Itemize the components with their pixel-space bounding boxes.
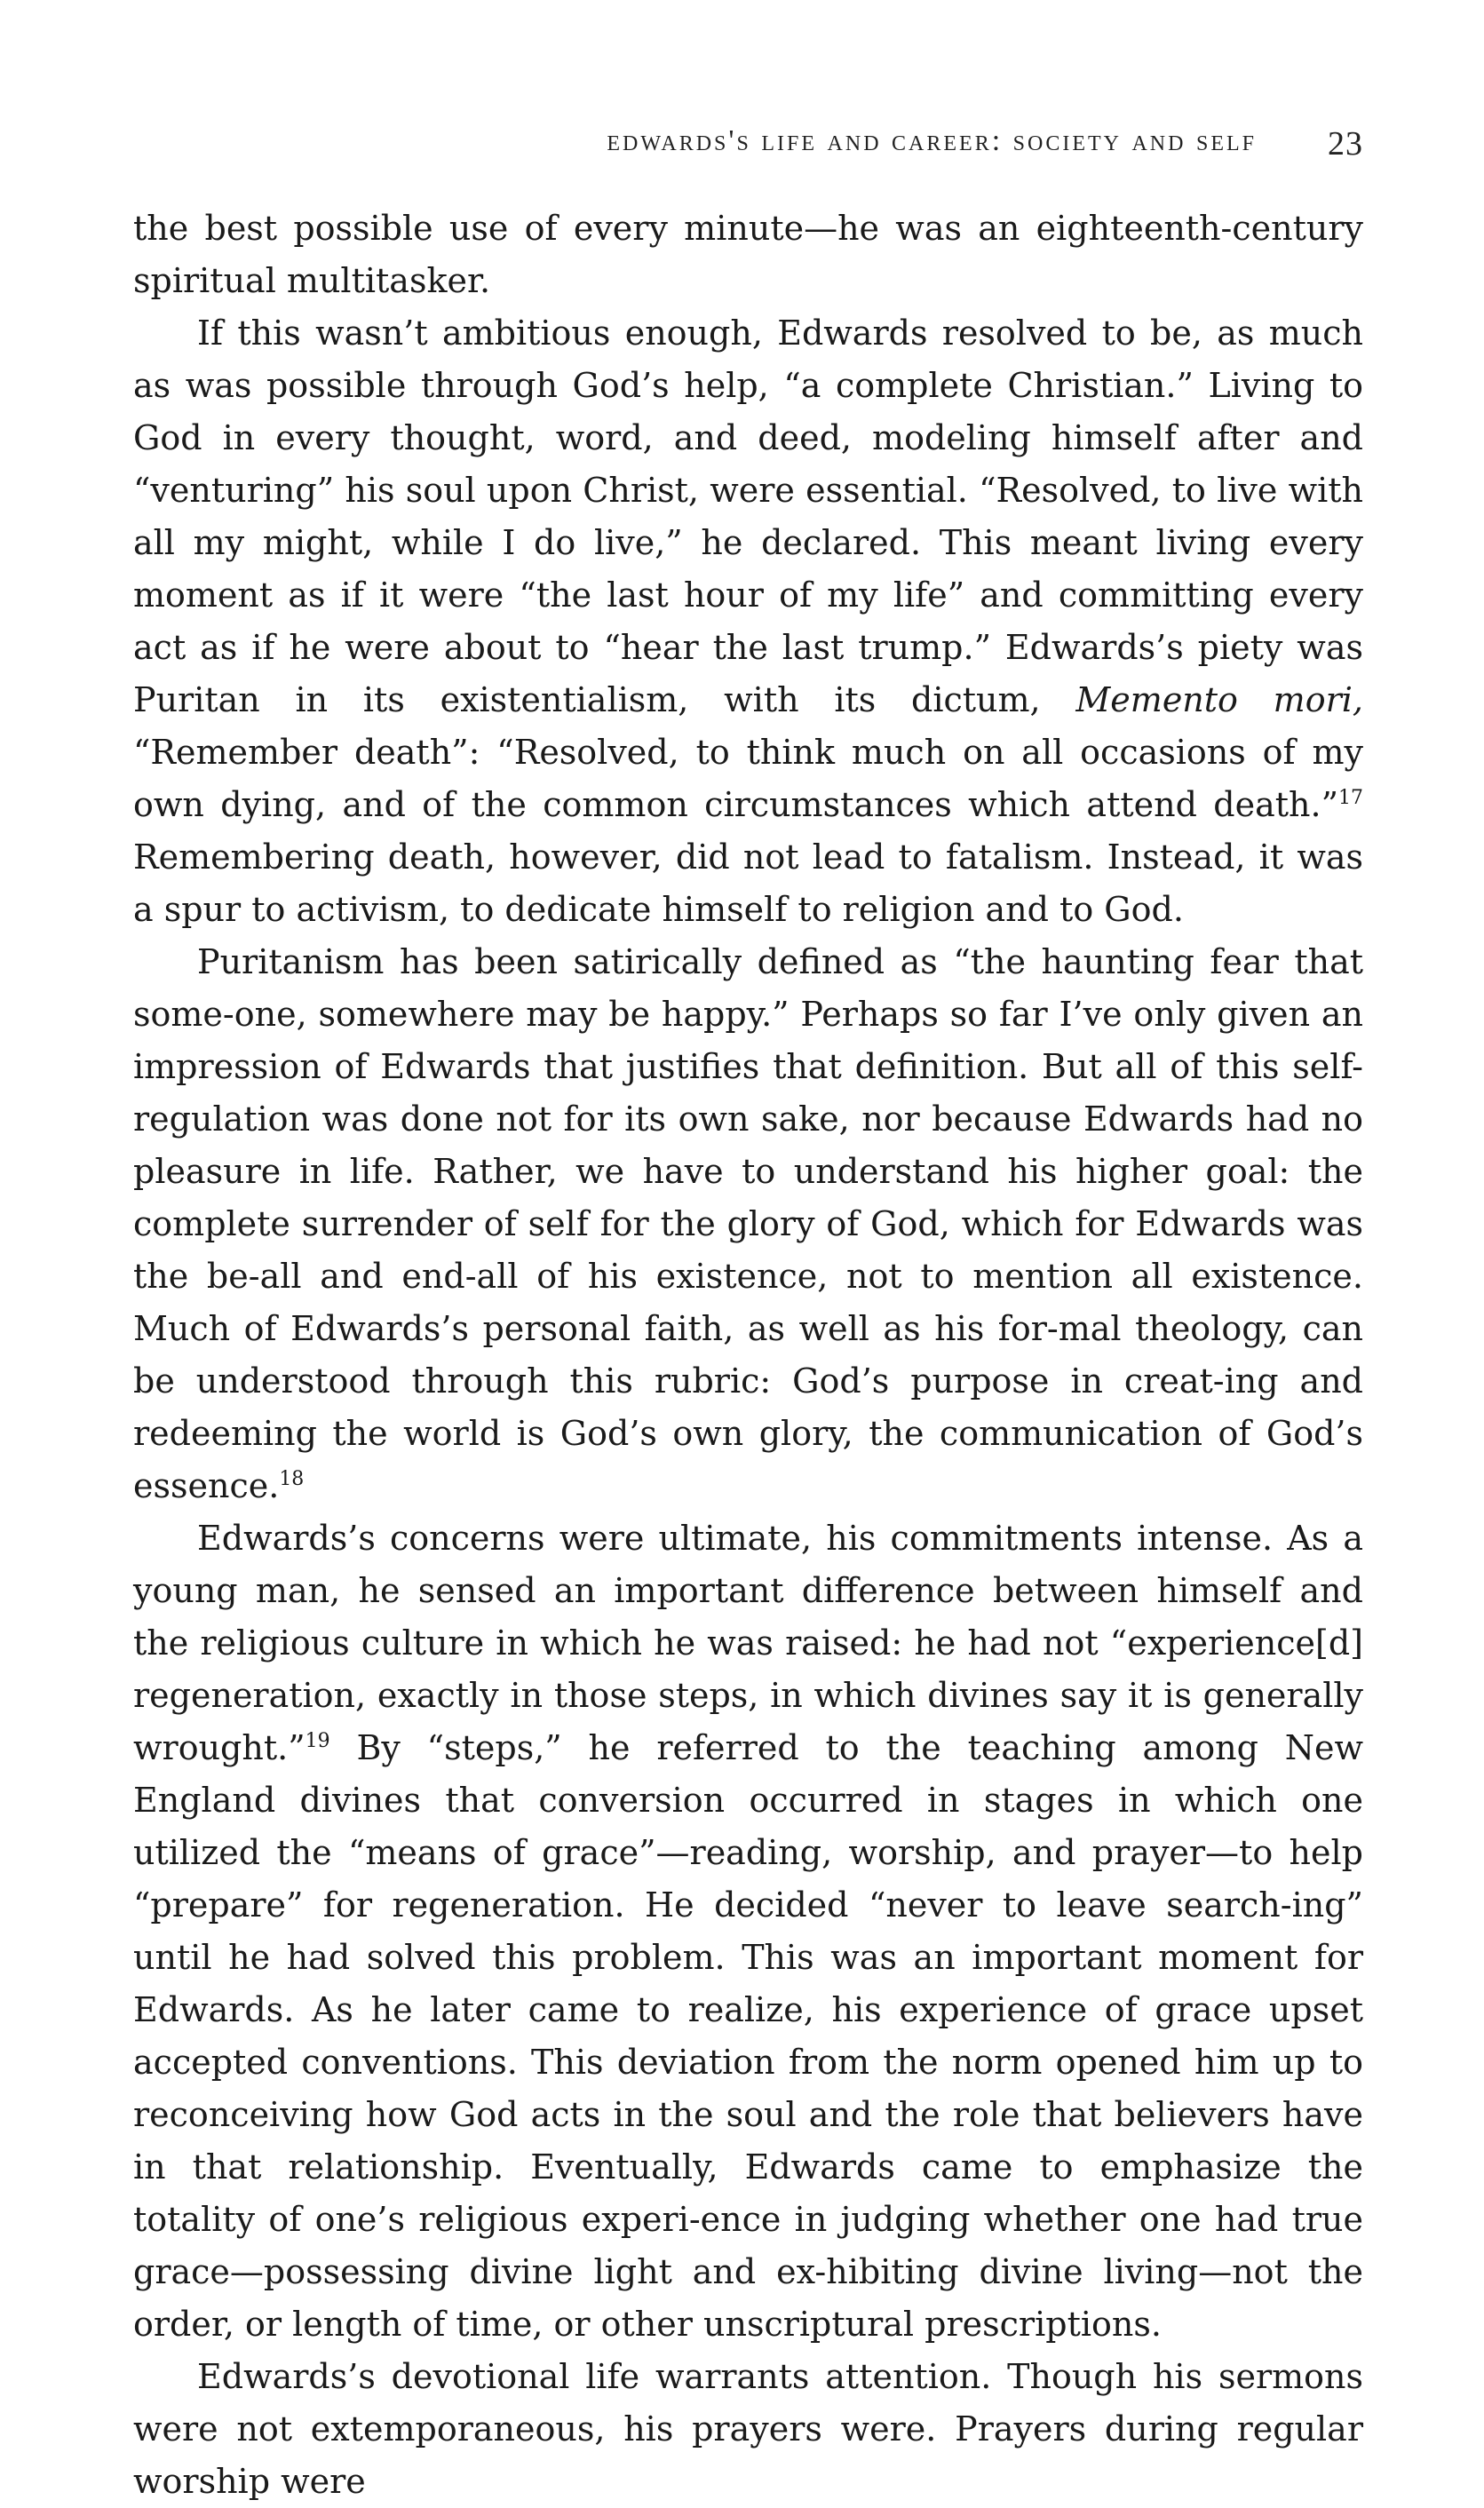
page-number: 23 xyxy=(1328,125,1363,163)
paragraph-2-tail: Remembering death, however, did not lead to fatalism. Instead, it was a spur to activism, to dedicate himself to religion and to God. xyxy=(133,837,1363,929)
body-text xyxy=(133,202,1363,2508)
footnote-ref-18: 18 xyxy=(279,1468,305,1490)
latin-phrase: Memento mori, xyxy=(1075,680,1363,719)
footnote-ref-19: 19 xyxy=(305,1730,330,1752)
running-head xyxy=(133,124,1363,169)
running-head-title: edwards's life and career: society and self xyxy=(607,124,1257,157)
paragraph-1 xyxy=(133,202,1363,307)
footnote-ref-17: 17 xyxy=(1338,787,1363,809)
paragraph-5-text: Edwards’s devotional life warrants attention. Though his sermons were not extemporaneous, his prayers were. Prayers during regular worship were xyxy=(133,2357,1363,2501)
paragraph-1-text: the best possible use of every minute—he was an eighteenth-century spiritual multitasker. xyxy=(133,209,1363,300)
paragraph-2-continued: “Remember death”: “Resolved, to think much on all occasions of my own dying, and of the common circumstances which attend death.” xyxy=(133,733,1363,824)
paragraph-3 xyxy=(133,936,1363,1512)
paragraph-4-tail: By “steps,” he referred to the teaching among New England divines that conversion occurred in stages in which one utilized the “means of grace”—reading, worship, and prayer—to help “prepare” for regeneration. He decided “never to leave search-ing” until he had solved this problem. This was an important moment for Edwards. As he later came to realize, his experience of grace upset accepted conventions. This deviation from the norm opened him up to reconceiving how God acts in the soul and the role that believers have in that relationship. Eventually, Edwards came to emphasize the totality of one’s religious experi-ence in judging whether one had true grace—possessing divine light and ex-hibiting divine living—not the order, or length of time, or other unscriptural prescriptions. xyxy=(133,1728,1363,2344)
paragraph-2-text: If this wasn’t ambitious enough, Edwards resolved to be, as much as was possible through God’s help, “a complete Christian.” Living to God in every thought, word, and deed, modeling himself after and “venturing” his soul upon Christ, were essential. “Resolved, to live with all my might, while I do live,” he declared. This meant living every moment as if it were “the last hour of my life” and committing every act as if he were about to “hear the last trump.” Edwards’s piety was Puritan in its existentialism, with its dictum, xyxy=(133,314,1363,719)
paragraph-2 xyxy=(133,307,1363,936)
paragraph-4 xyxy=(133,1512,1363,2351)
paragraph-3-text: Puritanism has been satirically defined as “the haunting fear that some-one, somewhere may be happy.” Perhaps so far I’ve only given an impression of Edwards that justifies that definition. But all of this self-regulation was done not for its own sake, nor because Edwards had no pleasure in life. Rather, we have to understand his higher goal: the complete surrender of self for the glory of God, which for Edwards was the be-all and end-all of his existence, not to mention all existence. Much of Edwards’s personal faith, as well as his for-mal theology, can be understood through this rubric: God’s purpose in creat-ing and redeeming the world is God’s own glory, the communication of God’s essence. xyxy=(133,942,1363,1505)
paragraph-4-text: Edwards’s concerns were ultimate, his commitments intense. As a young man, he sensed an important difference between himself and the religious culture in which he was raised: he had not “experience[d] regeneration, exactly in those steps, in which divines say it is generally wrought.” xyxy=(133,1519,1363,1767)
paragraph-5 xyxy=(133,2351,1363,2508)
